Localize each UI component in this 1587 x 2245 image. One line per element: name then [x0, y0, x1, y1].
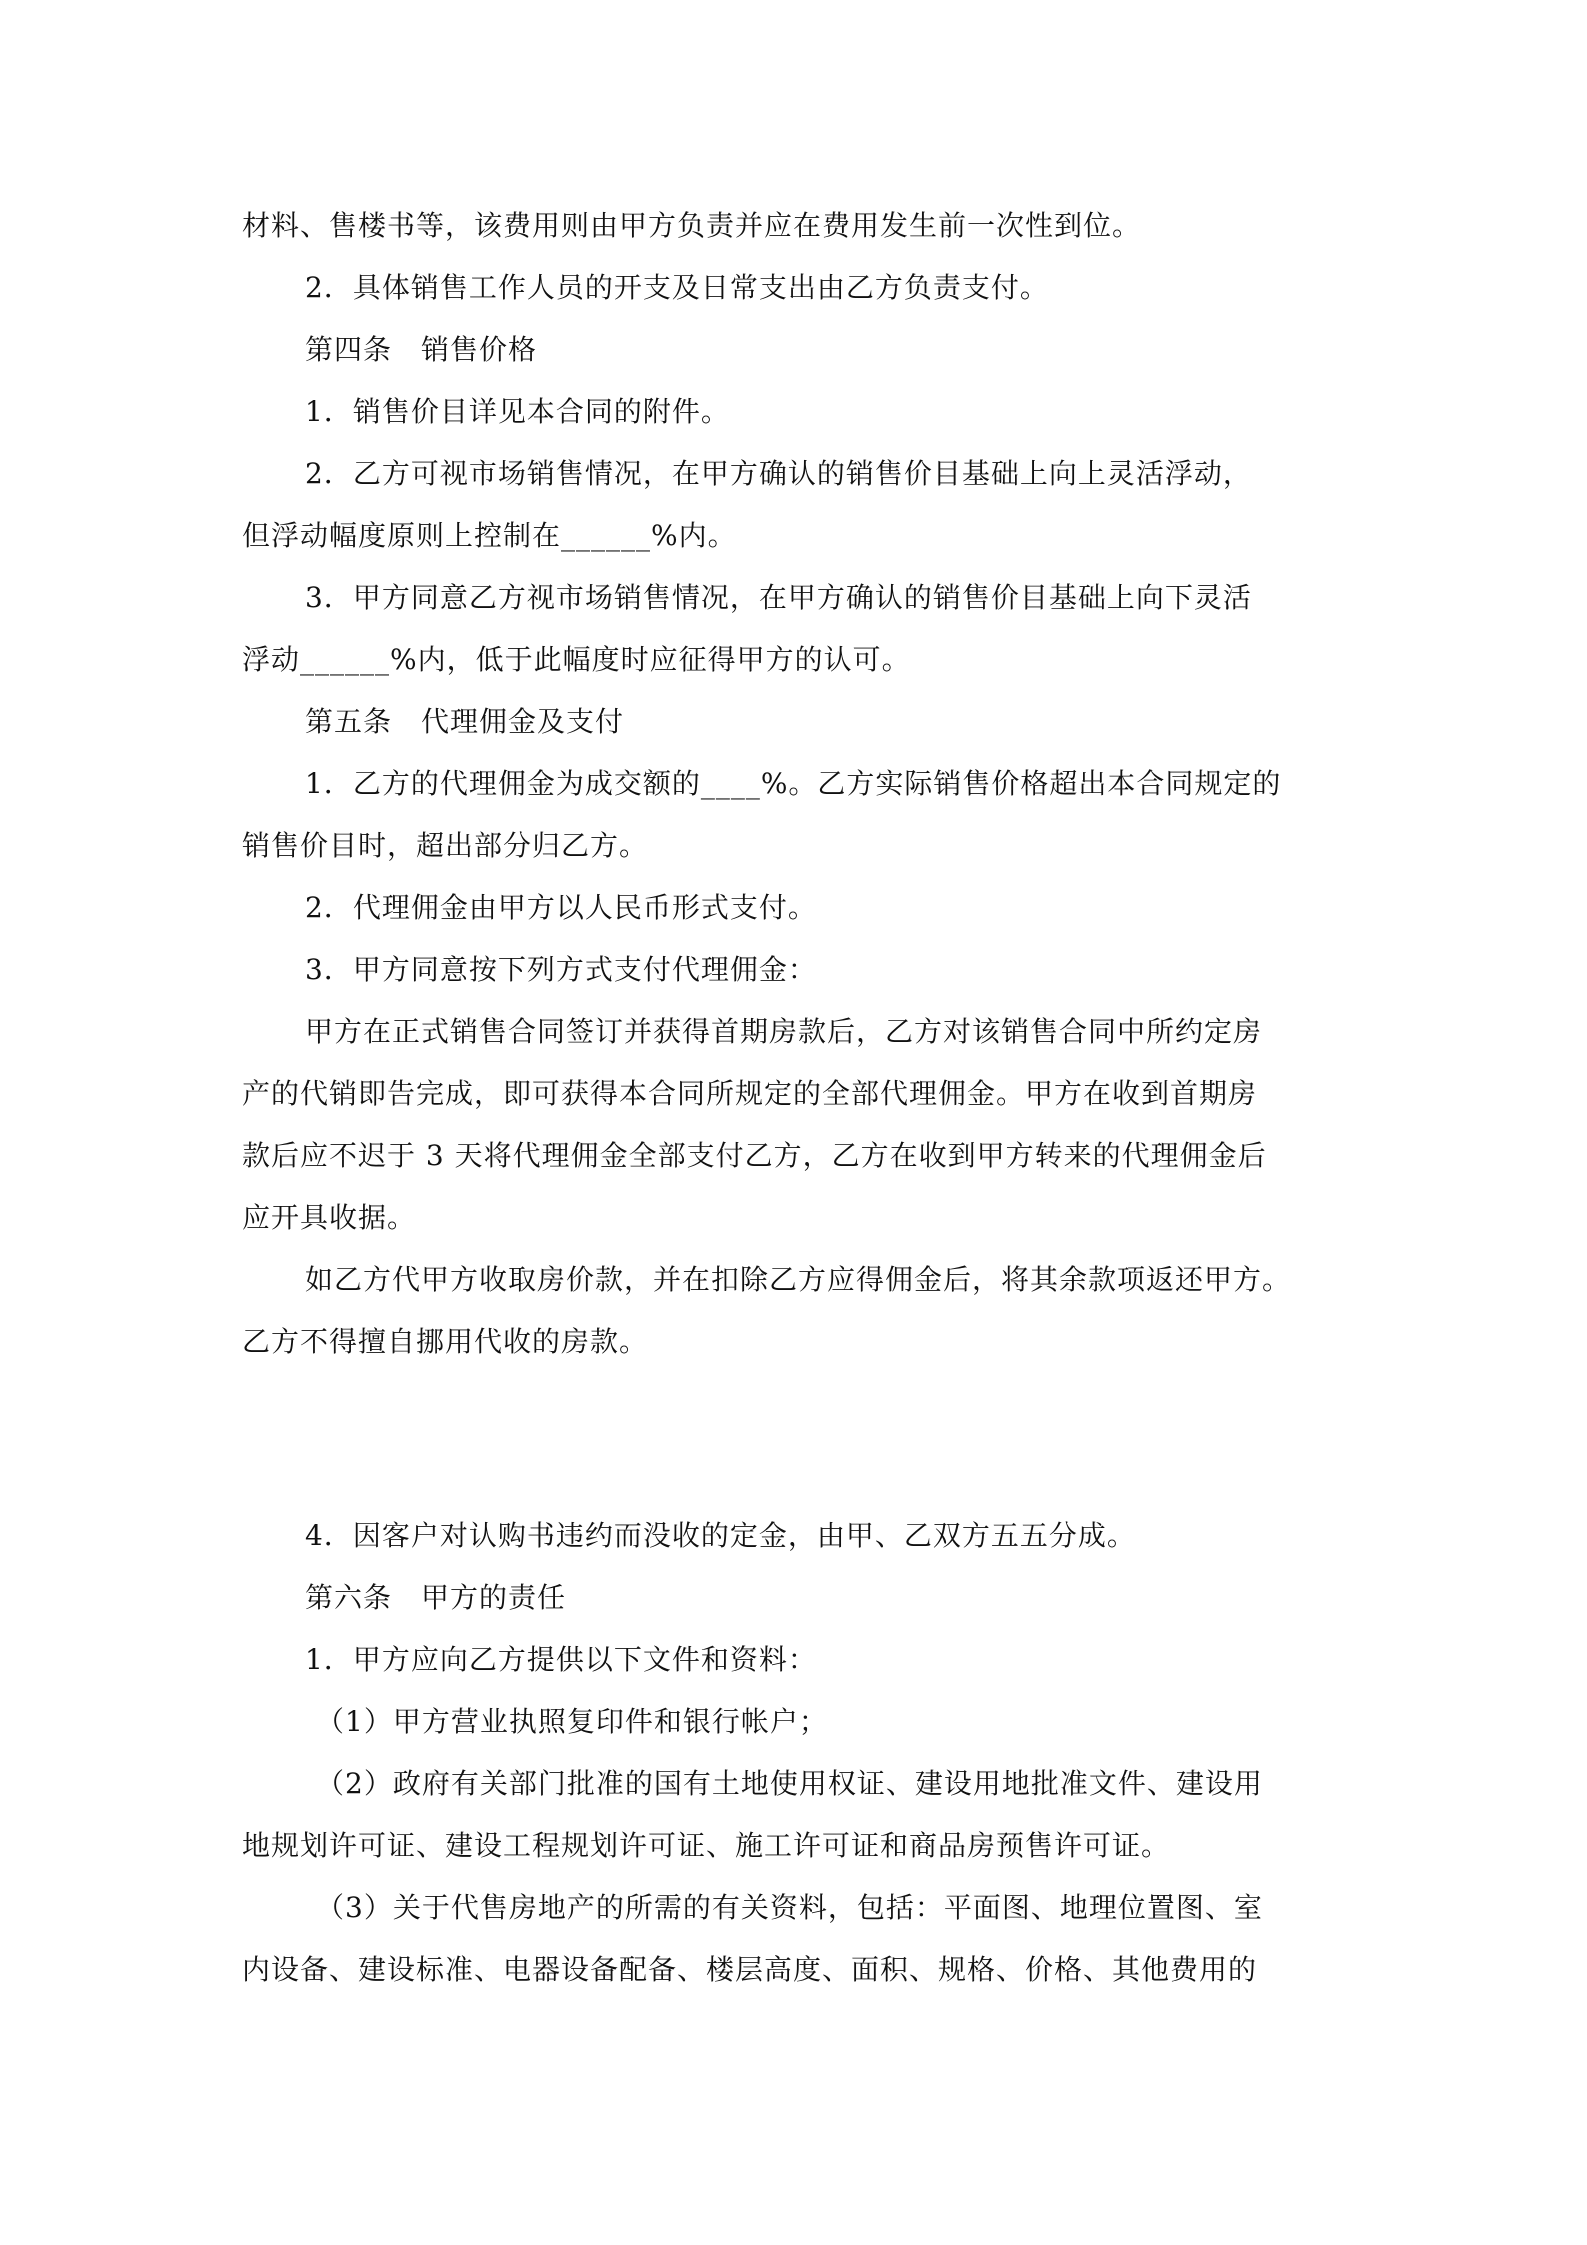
text-line: 乙方不得擅自挪用代收的房款。	[242, 1325, 649, 1358]
text-line: 2．乙方可视市场销售情况，在甲方确认的销售价目基础上向上灵活浮动，	[305, 457, 1252, 490]
section-heading: 第四条 销售价格	[305, 333, 538, 366]
text-line: 1．乙方的代理佣金为成交额的____%。乙方实际销售价格超出本合同规定的	[305, 767, 1282, 800]
section-heading: 第六条 甲方的责任	[305, 1581, 567, 1614]
text-line: 2．具体销售工作人员的开支及日常支出由乙方负责支付。	[305, 271, 1049, 304]
text-line: 材料、售楼书等，该费用则由甲方负责并应在费用发生前一次性到位。	[242, 209, 1142, 242]
text-line: 3．甲方同意按下列方式支付代理佣金：	[305, 953, 817, 986]
text-line: 如乙方代甲方收取房价款，并在扣除乙方应得佣金后，将其余款项返还甲方。	[305, 1263, 1292, 1296]
text-line: （1）甲方营业执照复印件和银行帐户；	[316, 1705, 828, 1738]
text-line: 产的代销即告完成，即可获得本合同所规定的全部代理佣金。甲方在收到首期房	[242, 1077, 1258, 1110]
text-line: 1．甲方应向乙方提供以下文件和资料：	[305, 1643, 817, 1676]
text-line: 内设备、建设标准、电器设备配备、楼层高度、面积、规格、价格、其他费用的	[242, 1953, 1258, 1986]
text-line: 款后应不迟于 3 天将代理佣金全部支付乙方，乙方在收到甲方转来的代理佣金后	[242, 1139, 1267, 1172]
text-line: 1．销售价目详见本合同的附件。	[305, 395, 730, 428]
text-line: （2）政府有关部门批准的国有土地使用权证、建设用地批准文件、建设用	[316, 1767, 1263, 1800]
text-line: 4．因客户对认购书违约而没收的定金，由甲、乙双方五五分成。	[305, 1519, 1136, 1552]
text-line: 地规划许可证、建设工程规划许可证、施工许可证和商品房预售许可证。	[242, 1829, 1171, 1862]
text-line: （3）关于代售房地产的所需的有关资料，包括：平面图、地理位置图、室	[316, 1891, 1263, 1924]
text-line: 应开具收据。	[242, 1201, 417, 1234]
text-line: 甲方在正式销售合同签订并获得首期房款后，乙方对该销售合同中所约定房	[305, 1015, 1263, 1048]
text-line: 2．代理佣金由甲方以人民币形式支付。	[305, 891, 817, 924]
text-line: 3．甲方同意乙方视市场销售情况，在甲方确认的销售价目基础上向下灵活	[305, 581, 1252, 614]
text-line: 但浮动幅度原则上控制在______%内。	[242, 519, 737, 552]
text-line: 销售价目时，超出部分归乙方。	[242, 829, 649, 862]
section-heading: 第五条 代理佣金及支付	[305, 705, 625, 738]
text-line: 浮动______%内，低于此幅度时应征得甲方的认可。	[242, 643, 911, 676]
